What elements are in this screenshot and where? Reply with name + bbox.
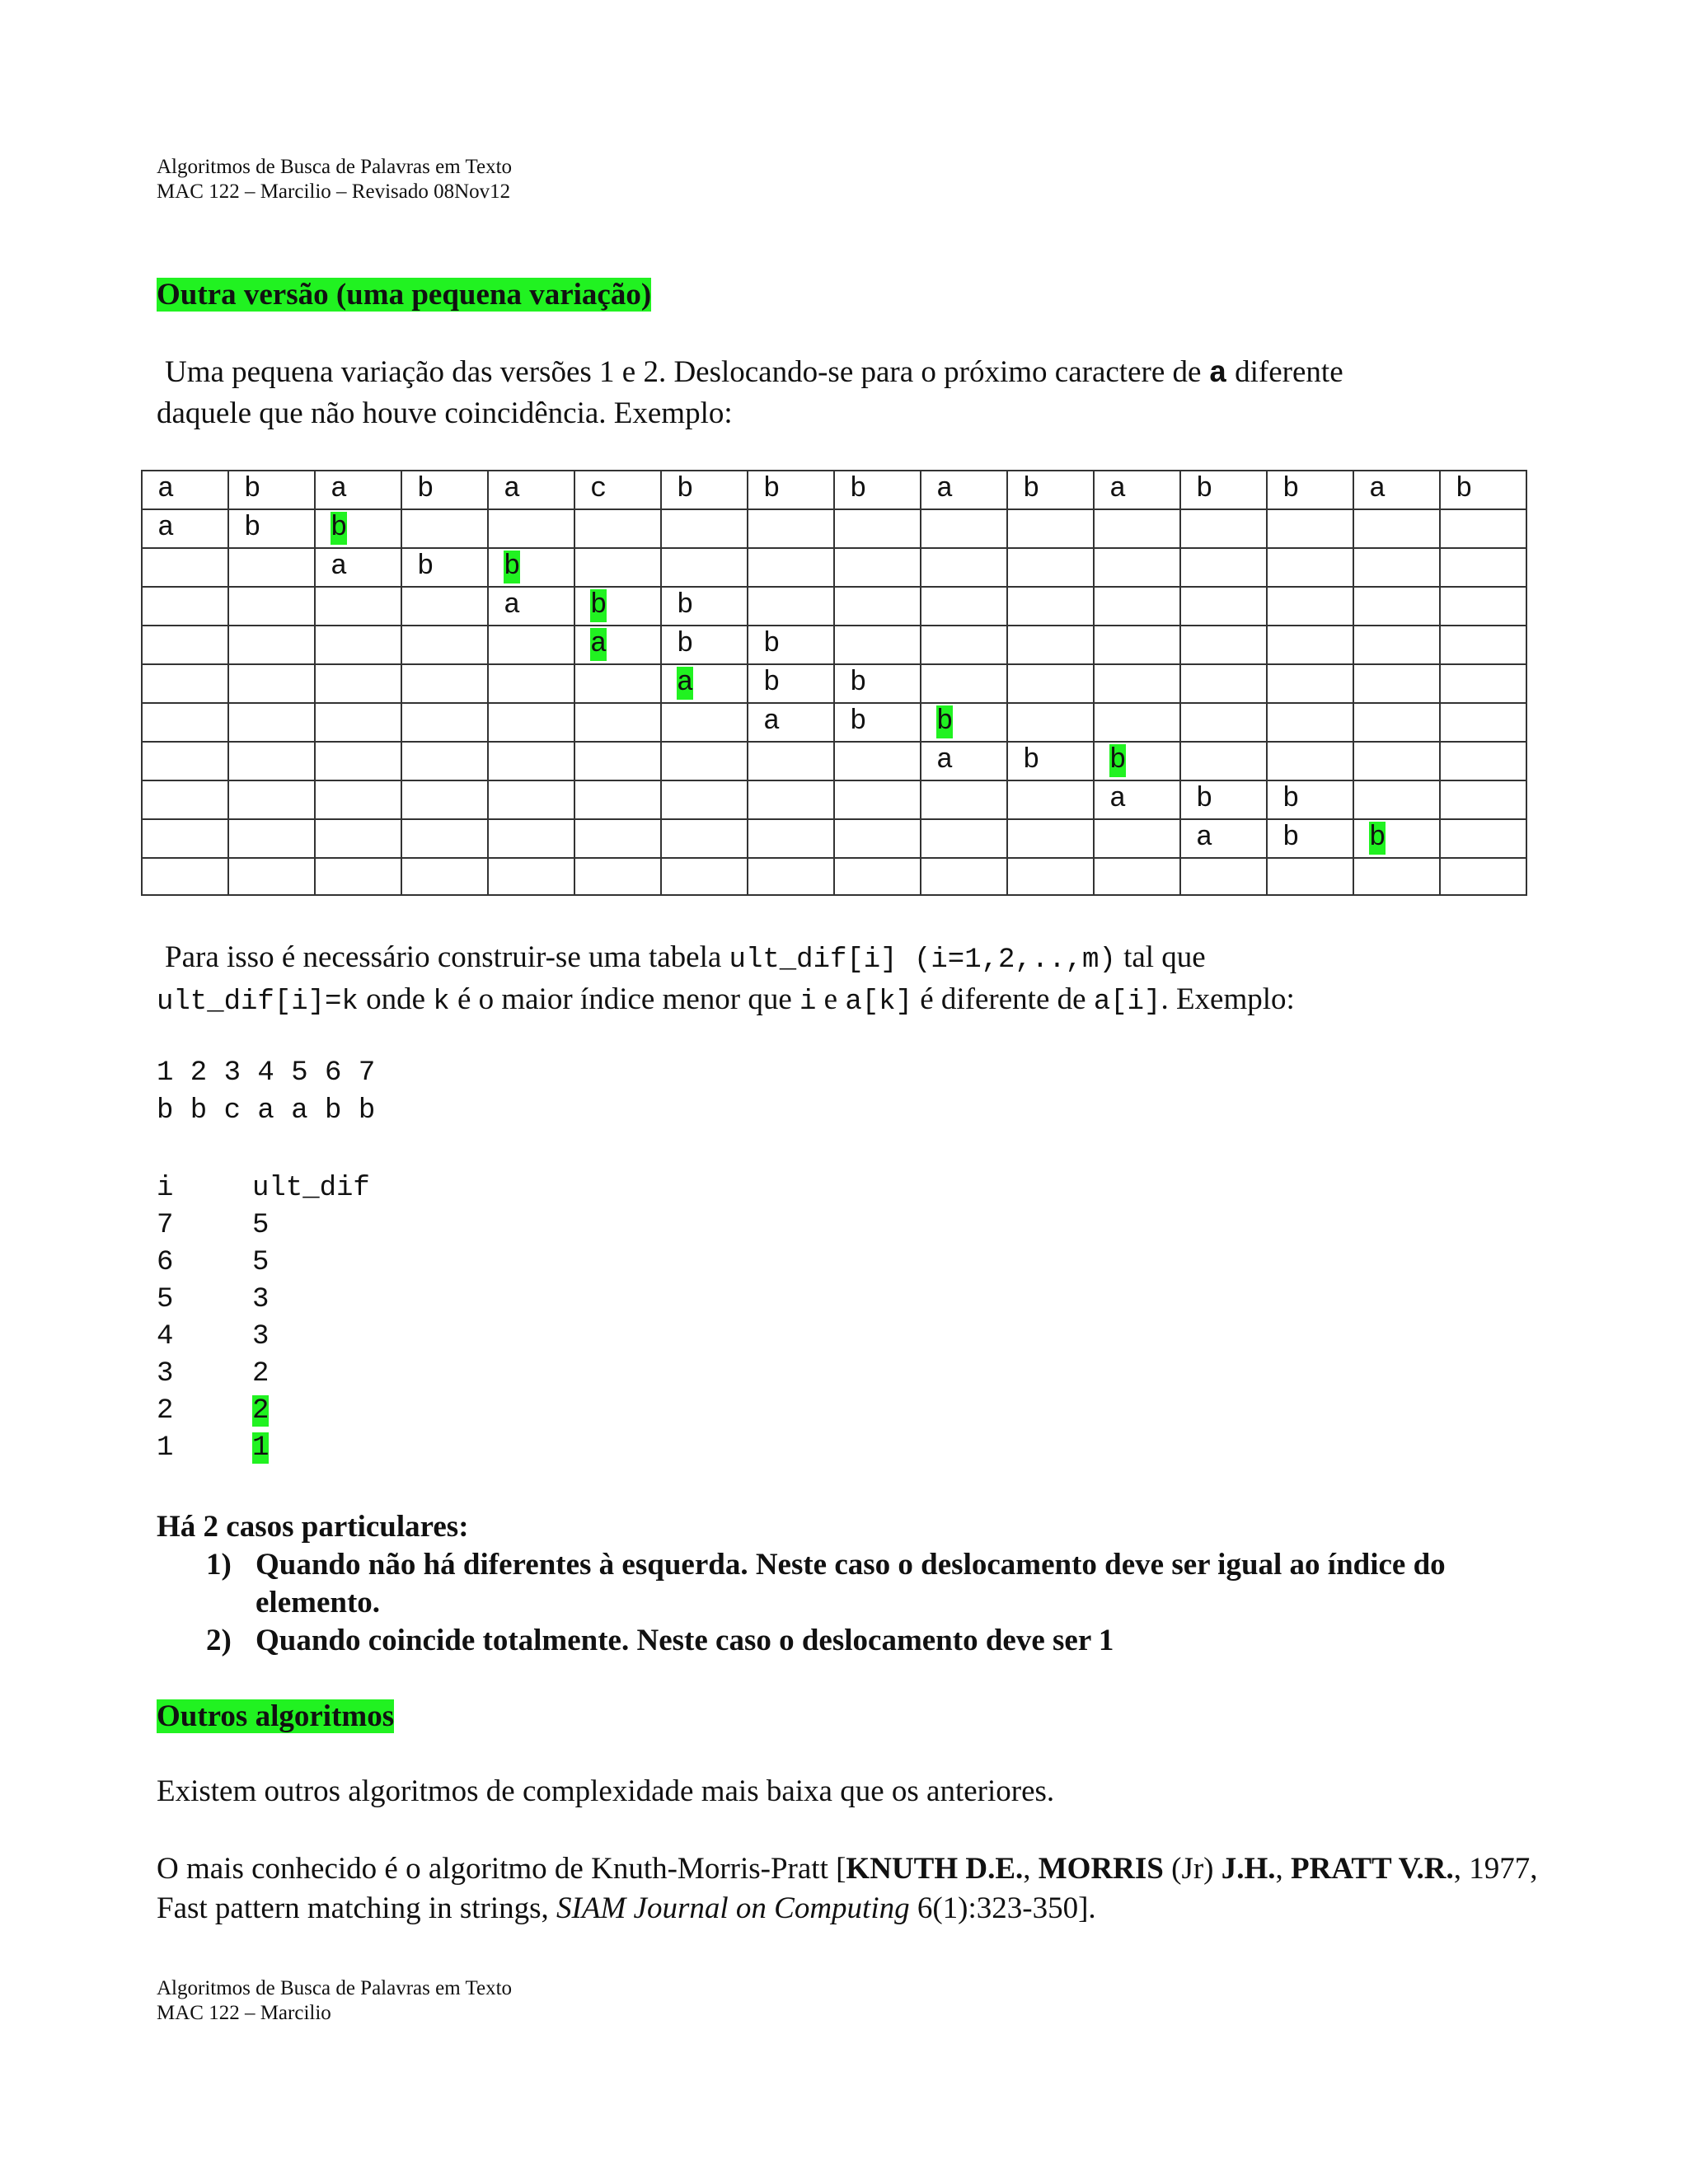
grid-cell bbox=[1180, 471, 1267, 509]
grid-cell bbox=[661, 819, 748, 858]
grid-cell-text: a bbox=[677, 668, 694, 699]
grid-cell bbox=[488, 548, 574, 587]
ult-dif-index: 2 bbox=[157, 1395, 174, 1427]
grid-cell-text: c bbox=[590, 474, 607, 505]
grid-cell-text: a bbox=[331, 551, 348, 583]
ult-dif-value-text: 3 bbox=[252, 1284, 270, 1315]
grid-cell bbox=[1440, 664, 1526, 703]
grid-cell bbox=[1353, 471, 1440, 509]
grid-cell bbox=[488, 509, 574, 548]
grid-cell bbox=[401, 742, 488, 780]
ult-dif-index: 4 bbox=[157, 1321, 174, 1352]
grid-cell bbox=[1440, 509, 1526, 548]
grid-cell bbox=[574, 780, 661, 819]
grid-row bbox=[142, 703, 1526, 742]
grid-cell-text: b bbox=[850, 706, 867, 738]
grid-cell-text: b bbox=[1023, 745, 1040, 776]
grid-cell-text: a bbox=[590, 629, 607, 660]
grid-cell bbox=[921, 548, 1007, 587]
grid-cell bbox=[1180, 509, 1267, 548]
grid-cell bbox=[921, 703, 1007, 742]
grid-cell bbox=[1094, 819, 1180, 858]
ult-dif-value bbox=[252, 1393, 269, 1430]
grid-cell bbox=[748, 780, 834, 819]
grid-cell-text: b bbox=[331, 513, 348, 544]
grid-row bbox=[142, 626, 1526, 664]
grid-cell bbox=[401, 509, 488, 548]
grid-cell bbox=[315, 703, 401, 742]
grid-cell bbox=[661, 664, 748, 703]
grid-cell bbox=[401, 548, 488, 587]
ult-dif-value-text: 2 bbox=[252, 1395, 270, 1427]
grid-cell-text: a bbox=[157, 474, 175, 505]
grid-cell-text: b bbox=[590, 590, 607, 621]
grid-cell bbox=[488, 703, 574, 742]
grid-cell bbox=[401, 626, 488, 664]
grid-cell bbox=[1440, 858, 1526, 895]
grid-cell bbox=[748, 664, 834, 703]
list-item: 1) Quando não há diferentes à esquerda. Neste caso o deslocamento deve ser igual ao índice do elemento. bbox=[206, 1548, 1446, 1619]
grid-cell bbox=[401, 664, 488, 703]
grid-cell bbox=[1267, 819, 1353, 858]
grid-cell bbox=[748, 858, 834, 895]
header-title: Algoritmos de Busca de Palavras em Texto bbox=[157, 156, 513, 178]
grid-cell bbox=[228, 587, 315, 626]
grid-cell-text: b bbox=[1196, 784, 1213, 815]
grid-cell bbox=[315, 858, 401, 895]
grid-cell bbox=[748, 626, 834, 664]
grid-cell bbox=[401, 587, 488, 626]
grid-cell bbox=[1267, 548, 1353, 587]
grid-cell bbox=[661, 742, 748, 780]
grid-cell bbox=[1267, 664, 1353, 703]
grid-row bbox=[142, 858, 1526, 895]
grid-cell-text: b bbox=[850, 474, 867, 505]
example-letters: b b c a a b b bbox=[157, 1095, 376, 1127]
grid-cell bbox=[142, 819, 228, 858]
particular-cases bbox=[157, 1508, 1558, 1660]
grid-row bbox=[142, 742, 1526, 780]
grid-cell bbox=[1353, 819, 1440, 858]
grid-cell bbox=[1007, 819, 1094, 858]
grid-cell bbox=[1267, 471, 1353, 509]
grid-cell bbox=[921, 626, 1007, 664]
grid-cell bbox=[574, 742, 661, 780]
grid-cell-text: b bbox=[936, 706, 954, 738]
grid-cell bbox=[315, 548, 401, 587]
grid-cell bbox=[488, 780, 574, 819]
grid-cell bbox=[1267, 858, 1353, 895]
grid-cell bbox=[834, 780, 921, 819]
grid-cell bbox=[661, 548, 748, 587]
ult-dif-index: 1 bbox=[157, 1432, 174, 1464]
grid-cell bbox=[661, 858, 748, 895]
grid-cell bbox=[1007, 664, 1094, 703]
grid-row bbox=[142, 664, 1526, 703]
grid-cell bbox=[834, 664, 921, 703]
grid-cell bbox=[1094, 548, 1180, 587]
grid-cell-text: b bbox=[1369, 823, 1386, 854]
grid-cell bbox=[1267, 587, 1353, 626]
grid-row bbox=[142, 509, 1526, 548]
grid-cell bbox=[1353, 664, 1440, 703]
grid-cell bbox=[1440, 742, 1526, 780]
grid-cell-text: b bbox=[763, 668, 781, 699]
grid-cell-text: a bbox=[936, 474, 954, 505]
section3-paragraph-1: Existem outros algoritmos de complexidade mais baixa que os anteriores. bbox=[157, 1774, 1055, 1808]
section-title-outra-versao: Outra versão (uma pequena variação) bbox=[157, 278, 652, 312]
section3-paragraph-2: O mais conhecido é o algoritmo de Knuth-Morris-Pratt [KNUTH D.E., MORRIS (Jr) J.H., PRATT V.R., 1977, Fast pattern matching in strings, SIAM Journal on Computing 6(1):323-350]. bbox=[157, 1852, 1538, 1925]
grid-cell bbox=[921, 509, 1007, 548]
grid-cell bbox=[1007, 703, 1094, 742]
grid-cell bbox=[1180, 780, 1267, 819]
grid-cell-text: b bbox=[677, 629, 694, 660]
grid-cell bbox=[228, 703, 315, 742]
ult-dif-value bbox=[252, 1356, 269, 1393]
grid-cell bbox=[228, 509, 315, 548]
grid-cell bbox=[1180, 858, 1267, 895]
grid-row bbox=[142, 548, 1526, 587]
grid-cell bbox=[1180, 819, 1267, 858]
grid-cell bbox=[834, 626, 921, 664]
grid-cell bbox=[488, 587, 574, 626]
ult-dif-value bbox=[252, 1207, 269, 1244]
grid-cell bbox=[661, 471, 748, 509]
grid-cell-text: a bbox=[1369, 474, 1386, 505]
grid-cell bbox=[748, 509, 834, 548]
grid-cell bbox=[1353, 703, 1440, 742]
grid-cell bbox=[748, 742, 834, 780]
grid-cell bbox=[1180, 664, 1267, 703]
grid-cell bbox=[142, 509, 228, 548]
example-indices: 1 2 3 4 5 6 7 bbox=[157, 1057, 376, 1089]
grid-cell bbox=[1440, 819, 1526, 858]
grid-cell bbox=[315, 509, 401, 548]
grid-cell bbox=[142, 471, 228, 509]
grid-cell bbox=[574, 819, 661, 858]
grid-cell bbox=[834, 742, 921, 780]
grid-cell bbox=[574, 664, 661, 703]
ult-dif-value-text: 3 bbox=[252, 1321, 270, 1352]
grid-cell bbox=[315, 626, 401, 664]
grid-cell bbox=[315, 780, 401, 819]
ult-dif-value-text: 5 bbox=[252, 1247, 270, 1278]
grid-cell bbox=[574, 548, 661, 587]
grid-cell bbox=[1440, 548, 1526, 587]
grid-cell bbox=[574, 626, 661, 664]
grid-cell bbox=[1440, 471, 1526, 509]
grid-cell bbox=[1094, 587, 1180, 626]
grid-cell bbox=[401, 819, 488, 858]
grid-cell bbox=[661, 587, 748, 626]
grid-cell bbox=[1094, 742, 1180, 780]
grid-cell bbox=[748, 819, 834, 858]
grid-cell bbox=[488, 819, 574, 858]
grid-cell bbox=[661, 703, 748, 742]
grid-cell bbox=[834, 819, 921, 858]
grid-cell bbox=[1180, 703, 1267, 742]
list-item: 2) Quando coincide totalmente. Neste caso o deslocamento deve ser 1 bbox=[206, 1624, 1114, 1657]
grid-cell bbox=[1007, 587, 1094, 626]
grid-cell-text: b bbox=[1023, 474, 1040, 505]
ult-dif-index: 3 bbox=[157, 1358, 174, 1390]
grid-cell bbox=[228, 780, 315, 819]
grid-cell bbox=[834, 858, 921, 895]
grid-cell bbox=[661, 509, 748, 548]
grid-cell bbox=[315, 742, 401, 780]
grid-cell bbox=[1007, 471, 1094, 509]
grid-cell bbox=[142, 742, 228, 780]
grid-cell bbox=[142, 626, 228, 664]
grid-cell-text: a bbox=[504, 474, 521, 505]
grid-cell bbox=[1353, 509, 1440, 548]
grid-cell bbox=[1267, 509, 1353, 548]
grid-cell bbox=[1007, 858, 1094, 895]
grid-cell bbox=[921, 858, 1007, 895]
page-footer bbox=[157, 1976, 512, 2026]
grid-cell bbox=[1267, 780, 1353, 819]
grid-cell bbox=[834, 509, 921, 548]
grid-cell-text: b bbox=[1282, 474, 1300, 505]
ult-dif-index: 5 bbox=[157, 1284, 174, 1315]
footer-title: Algoritmos de Busca de Palavras em Texto bbox=[157, 1977, 513, 1999]
grid-cell-text: b bbox=[244, 513, 261, 544]
grid-cell bbox=[921, 742, 1007, 780]
grid-cell-text: b bbox=[1282, 823, 1300, 854]
grid-cell bbox=[1094, 471, 1180, 509]
ult-dif-header-value: ult_dif bbox=[252, 1173, 370, 1204]
grid-row bbox=[142, 819, 1526, 858]
grid-cell bbox=[1094, 509, 1180, 548]
grid-cell bbox=[228, 819, 315, 858]
grid-cell bbox=[661, 780, 748, 819]
grid-cell bbox=[315, 819, 401, 858]
grid-cell-text: b bbox=[1456, 474, 1473, 505]
grid-cell bbox=[1353, 548, 1440, 587]
grid-cell-text: a bbox=[1109, 784, 1127, 815]
grid-cell bbox=[1440, 703, 1526, 742]
grid-cell bbox=[1440, 587, 1526, 626]
grid-cell bbox=[1353, 742, 1440, 780]
grid-cell bbox=[228, 471, 315, 509]
grid-cell-text: a bbox=[936, 745, 954, 776]
grid-cell bbox=[1094, 780, 1180, 819]
grid-cell bbox=[142, 548, 228, 587]
grid-cell-text: b bbox=[850, 668, 867, 699]
ult-dif-value-text: 1 bbox=[252, 1432, 270, 1464]
ult-dif-value bbox=[252, 1244, 269, 1282]
grid-cell-text: b bbox=[677, 590, 694, 621]
grid-cell bbox=[1007, 742, 1094, 780]
grid-cell bbox=[574, 509, 661, 548]
grid-cell bbox=[228, 664, 315, 703]
grid-cell bbox=[401, 703, 488, 742]
grid-cell-text: b bbox=[244, 474, 261, 505]
grid-cell bbox=[574, 858, 661, 895]
grid-cell bbox=[661, 626, 748, 664]
ult-dif-value bbox=[252, 1282, 269, 1319]
grid-cell bbox=[574, 471, 661, 509]
grid-cell-text: b bbox=[1196, 474, 1213, 505]
grid-cell bbox=[748, 471, 834, 509]
grid-cell bbox=[401, 858, 488, 895]
grid-cell bbox=[1267, 703, 1353, 742]
grid-cell bbox=[1267, 742, 1353, 780]
ult-dif-value bbox=[252, 1319, 269, 1356]
grid-cell-text: b bbox=[677, 474, 694, 505]
page-header bbox=[157, 155, 512, 204]
grid-cell-text: a bbox=[763, 706, 781, 738]
grid-cell-text: b bbox=[1282, 784, 1300, 815]
grid-row bbox=[142, 587, 1526, 626]
grid-cell bbox=[834, 548, 921, 587]
grid-cell bbox=[315, 664, 401, 703]
ult-dif-header-i: i bbox=[157, 1173, 174, 1204]
ult-dif-value bbox=[252, 1430, 269, 1467]
grid-cell-text: b bbox=[763, 629, 781, 660]
grid-cell bbox=[834, 471, 921, 509]
grid-cell bbox=[1180, 548, 1267, 587]
grid-cell-text: b bbox=[1109, 745, 1127, 776]
grid-cell bbox=[834, 587, 921, 626]
grid-cell bbox=[488, 626, 574, 664]
grid-row bbox=[142, 471, 1526, 509]
grid-cell bbox=[748, 587, 834, 626]
grid-cell bbox=[488, 471, 574, 509]
grid-cell bbox=[228, 548, 315, 587]
grid-cell-text: b bbox=[763, 474, 781, 505]
grid-cell bbox=[1267, 626, 1353, 664]
grid-cell bbox=[748, 703, 834, 742]
grid-cell-text: b bbox=[504, 551, 521, 583]
cases-title: Há 2 casos particulares: bbox=[157, 1510, 469, 1544]
footer-subtitle: MAC 122 – Marcilio bbox=[157, 2002, 331, 2024]
ult-dif-index: 6 bbox=[157, 1247, 174, 1278]
grid-cell bbox=[401, 471, 488, 509]
grid-cell bbox=[921, 471, 1007, 509]
grid-cell bbox=[1180, 587, 1267, 626]
grid-cell bbox=[921, 780, 1007, 819]
grid-cell bbox=[1094, 858, 1180, 895]
grid-cell bbox=[142, 703, 228, 742]
grid-cell bbox=[1094, 664, 1180, 703]
grid-cell bbox=[315, 587, 401, 626]
grid-cell bbox=[315, 471, 401, 509]
grid-cell bbox=[1353, 858, 1440, 895]
grid-cell-text: a bbox=[331, 474, 348, 505]
grid-cell bbox=[1353, 780, 1440, 819]
grid-cell bbox=[1440, 626, 1526, 664]
grid-cell bbox=[142, 664, 228, 703]
grid-cell bbox=[1353, 626, 1440, 664]
grid-cell bbox=[228, 626, 315, 664]
section1-paragraph: Uma pequena variação das versões 1 e 2. Deslocando-se para o próximo caractere de a diferente daquele que não houve coincidência. Exemplo: bbox=[157, 355, 1343, 430]
grid-cell bbox=[748, 548, 834, 587]
grid-cell bbox=[921, 587, 1007, 626]
grid-cell bbox=[142, 858, 228, 895]
grid-cell bbox=[1094, 703, 1180, 742]
grid-cell bbox=[488, 858, 574, 895]
grid-cell bbox=[574, 703, 661, 742]
grid-cell bbox=[401, 780, 488, 819]
grid-cell bbox=[488, 664, 574, 703]
grid-cell-text: b bbox=[417, 551, 434, 583]
section-title-outros-algoritmos: Outros algoritmos bbox=[157, 1699, 395, 1733]
ult-dif-value-text: 5 bbox=[252, 1210, 270, 1241]
grid-cell bbox=[228, 742, 315, 780]
cases-list bbox=[206, 1546, 1558, 1660]
grid-cell bbox=[142, 587, 228, 626]
grid-cell-text: a bbox=[157, 513, 175, 544]
grid-cell bbox=[488, 742, 574, 780]
grid-cell bbox=[834, 703, 921, 742]
grid-row bbox=[142, 780, 1526, 819]
grid-cell bbox=[574, 587, 661, 626]
ult-dif-value-text: 2 bbox=[252, 1358, 270, 1390]
grid-cell-text: b bbox=[417, 474, 434, 505]
grid-cell bbox=[142, 780, 228, 819]
shift-grid bbox=[141, 470, 1527, 896]
grid-cell bbox=[1007, 626, 1094, 664]
grid-cell-text: a bbox=[1196, 823, 1213, 854]
grid-cell-text: a bbox=[504, 590, 521, 621]
grid-cell bbox=[921, 664, 1007, 703]
grid-cell bbox=[1353, 587, 1440, 626]
grid-cell bbox=[1440, 780, 1526, 819]
grid-cell bbox=[1007, 548, 1094, 587]
grid-cell bbox=[1094, 626, 1180, 664]
ult-dif-paragraph: Para isso é necessário construir-se uma tabela ult_dif[i] (i=1,2,..,m) tal que ult_dif[i]=k onde k é o maior índice menor que i e a[k] é diferente de a[i]. Exemplo: bbox=[157, 940, 1295, 1018]
ult-dif-index: 7 bbox=[157, 1210, 174, 1241]
grid-cell bbox=[228, 858, 315, 895]
grid-cell bbox=[921, 819, 1007, 858]
grid-cell bbox=[1007, 780, 1094, 819]
grid-cell bbox=[1180, 742, 1267, 780]
grid-cell bbox=[1180, 626, 1267, 664]
grid-cell-text: a bbox=[1109, 474, 1127, 505]
header-subtitle: MAC 122 – Marcilio – Revisado 08Nov12 bbox=[157, 180, 511, 203]
grid-cell bbox=[1007, 509, 1094, 548]
